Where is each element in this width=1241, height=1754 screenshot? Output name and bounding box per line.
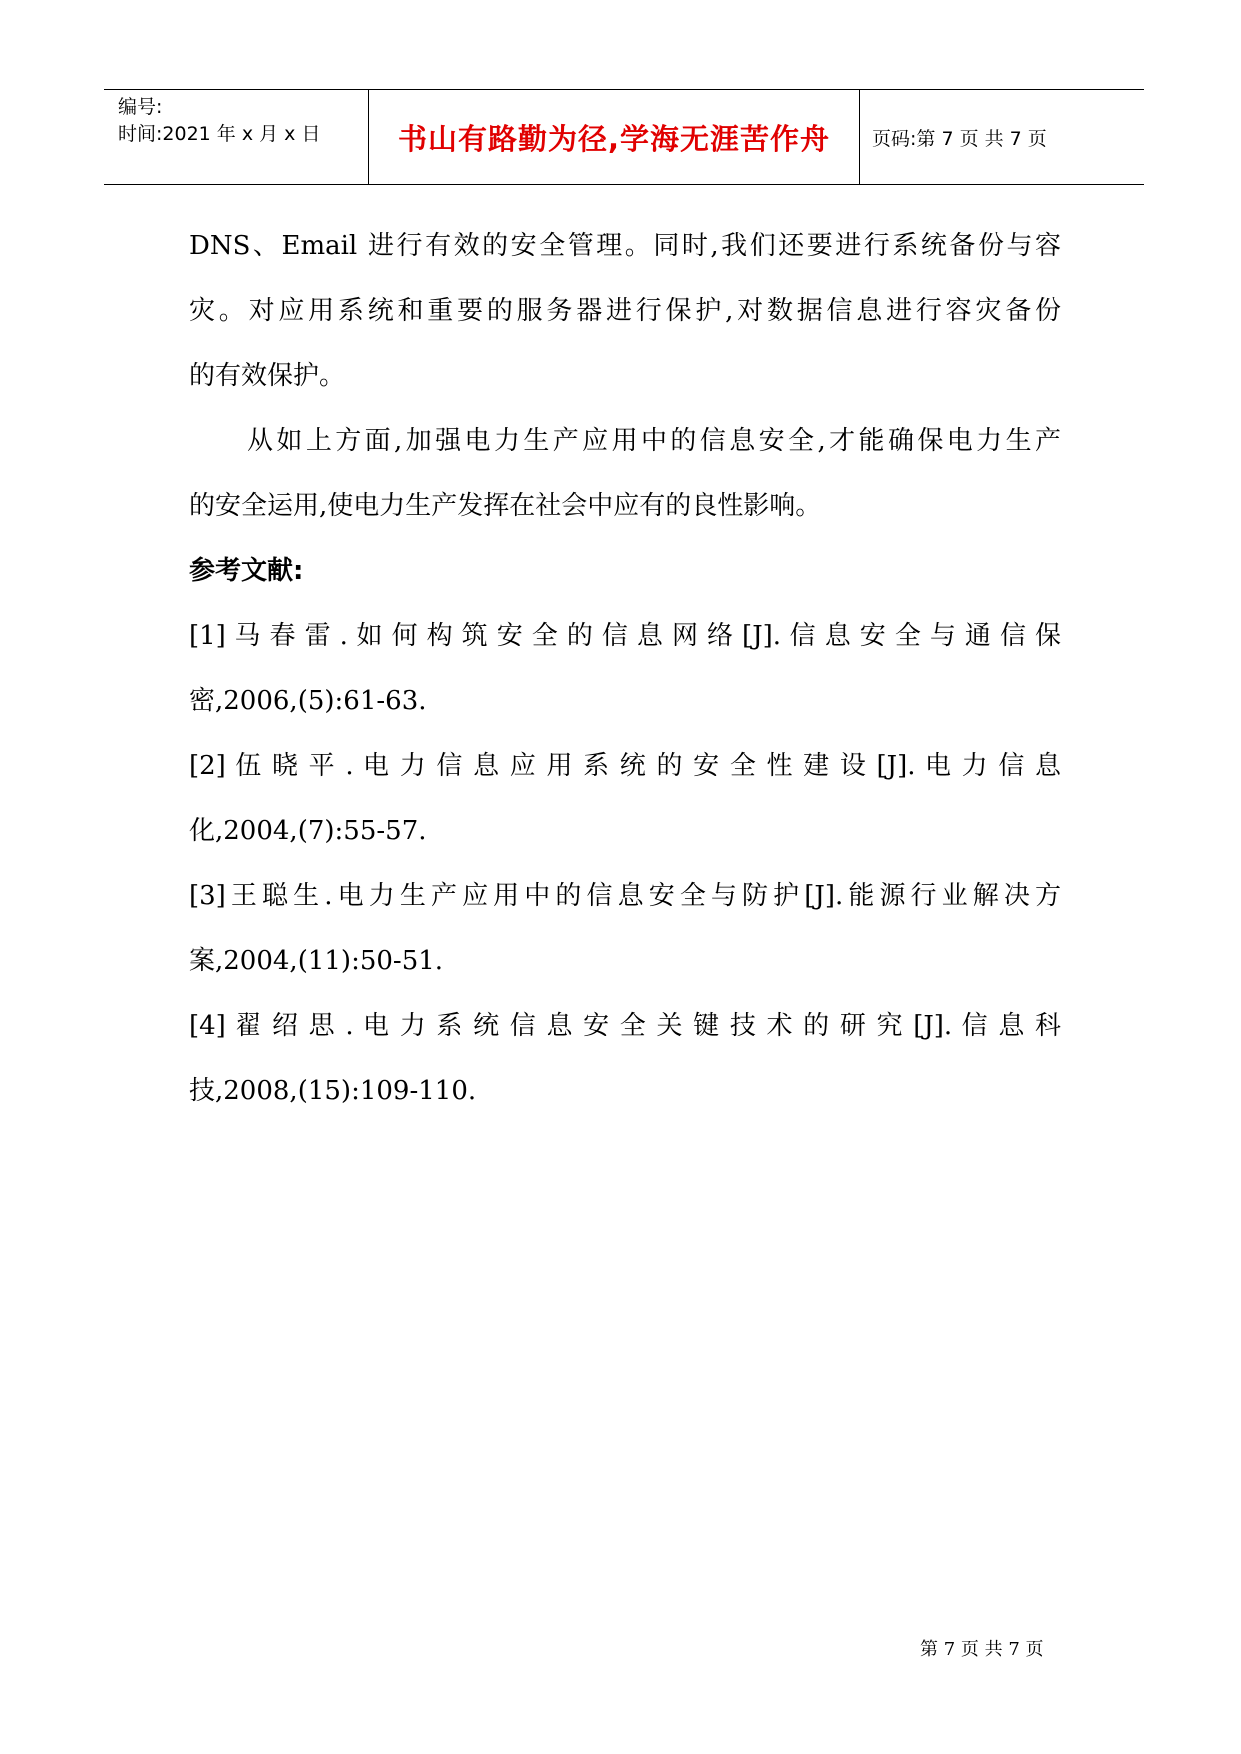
reference-line: 化,2004,(7):55-57. [189, 816, 427, 846]
reference-line: [2] 伍 晓 平 . 电 力 信 息 应 用 系 统 的 安 全 性 建 设 [J]. 电 力 信 息 [189, 751, 1061, 781]
reference-line: 案,2004,(11):50-51. [189, 946, 444, 976]
document-body [189, 216, 1061, 1126]
header-right-cell [860, 90, 1144, 184]
reference-line: [1] 马 春 雷 . 如 何 构 筑 安 全 的 信 息 网 络 [J]. 信 息 安 全 与 通 信 保 [189, 621, 1061, 651]
page-footer-number: 第 7 页 共 7 页 [920, 1639, 1044, 1660]
page-header [104, 89, 1144, 185]
reference-line: 技,2008,(15):109-110. [189, 1076, 477, 1106]
document-number-label: 编号: [118, 96, 163, 118]
reference-line: [3]王聪生.电力生产应用中的信息安全与防护[J].能源行业解决方 [189, 881, 1061, 911]
header-left-cell [104, 90, 369, 184]
body-line: DNS、Email 进行有效的安全管理。同时,我们还要进行系统备份与容 [189, 231, 1061, 261]
reference-line: [4] 翟 绍 思 . 电 力 系 统 信 息 安 全 关 键 技 术 的 研 究 [J]. 信 息 科 [189, 1011, 1061, 1041]
references-heading: 参考文献: [189, 556, 304, 586]
body-line: 从如上方面,加强电力生产应用中的信息安全,才能确保电力生产 [247, 426, 1061, 456]
header-motto: 书山有路勤为径,学海无涯苦作舟 [397, 121, 831, 156]
body-line: 的有效保护。 [189, 361, 346, 391]
body-line: 灾。对应用系统和重要的服务器进行保护,对数据信息进行容灾备份 [189, 296, 1061, 326]
body-line: 的安全运用,使电力生产发挥在社会中应有的良性影响。 [189, 491, 822, 521]
document-time-label: 时间:2021 年 x 月 x 日 [118, 123, 321, 145]
reference-line: 密,2006,(5):61-63. [189, 686, 427, 716]
header-middle-cell [369, 90, 860, 184]
header-page-info: 页码:第 7 页 共 7 页 [872, 127, 1047, 150]
